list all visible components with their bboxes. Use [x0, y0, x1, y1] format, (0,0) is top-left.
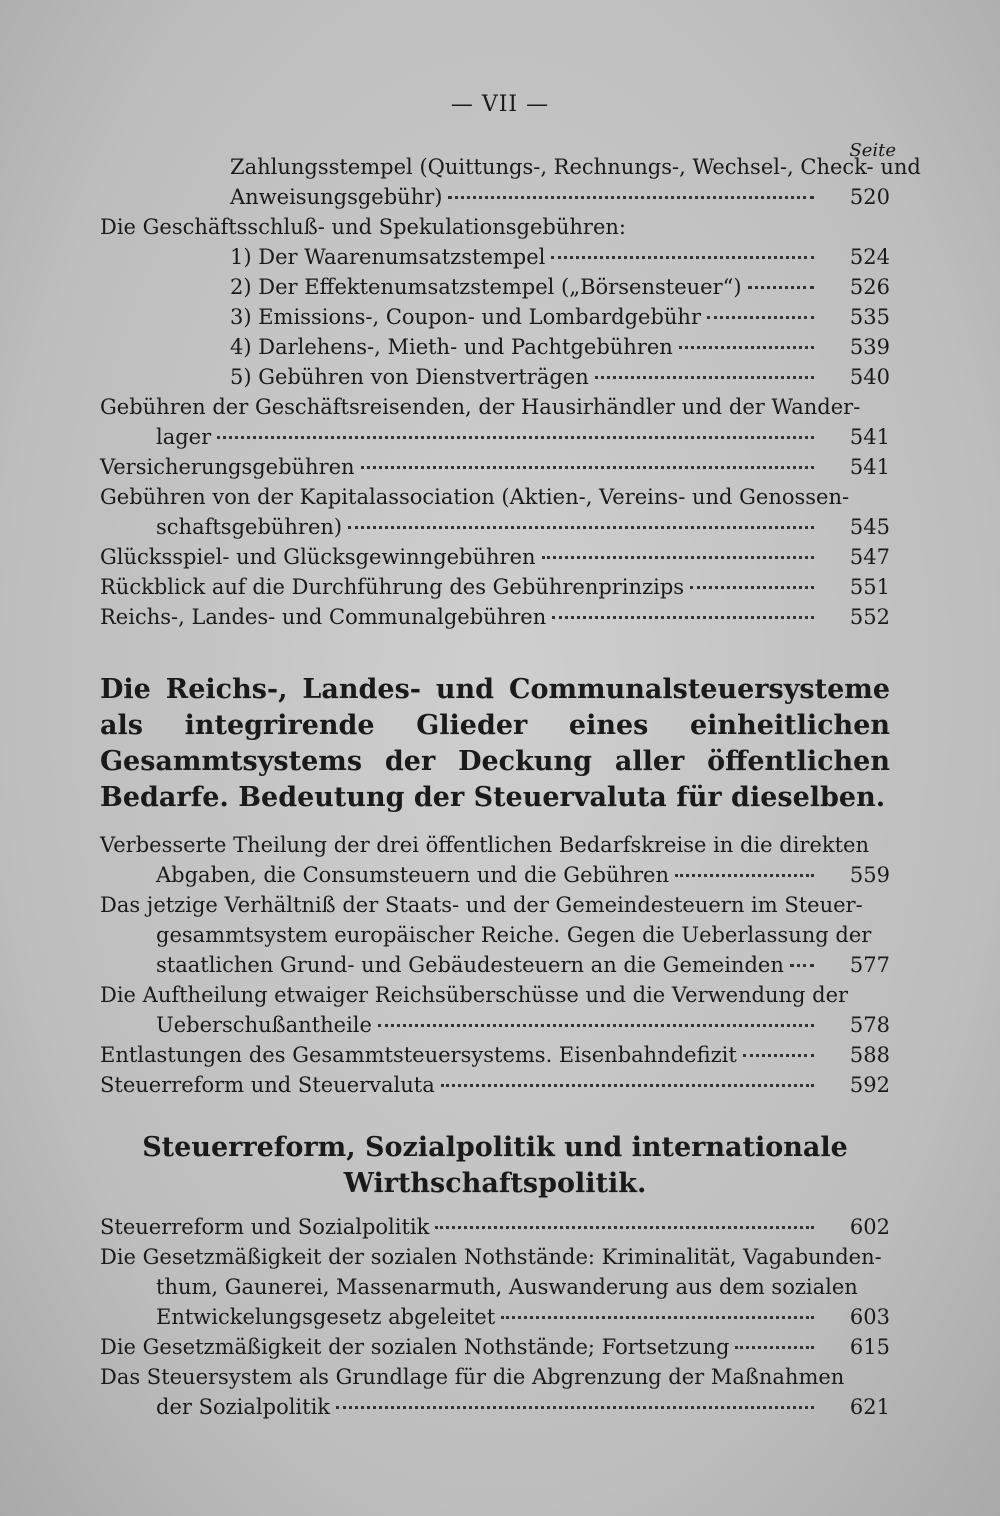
toc-entry-text: Entlastungen des Gesammtsteuersystems. Eisenbahndefizit — [100, 1043, 737, 1067]
toc-entry-text: Ueberschußantheile — [156, 1013, 372, 1037]
toc-page-number: 541 — [849, 425, 890, 449]
toc-entry — [100, 1040, 890, 1070]
toc-entry-text: schaftsgebühren) — [156, 515, 343, 539]
dot-leader — [448, 196, 814, 199]
dot-leader — [217, 436, 814, 439]
toc-entry-line: Gebühren der Geschäftsreisenden, der Hausirhändler und der Wander- — [100, 395, 861, 419]
toc-entry-line — [100, 1040, 820, 1070]
dot-leader — [690, 586, 814, 589]
toc-entry — [100, 1242, 890, 1332]
toc-entry-text: Steuerreform und Sozialpolitik — [100, 1215, 430, 1239]
toc-page-number: 524 — [849, 245, 890, 269]
toc-entry-text: Steuerreform und Steuervaluta — [100, 1073, 435, 1097]
toc-entry-text: Versicherungsgebühren — [100, 455, 355, 479]
dot-leader — [336, 1406, 814, 1409]
toc-entry-line — [100, 302, 820, 332]
toc-entry-text: 1) Der Waarenumsatzstempel — [230, 245, 546, 269]
toc-entry-line — [100, 1332, 820, 1362]
toc-entry — [100, 1332, 890, 1362]
toc-page-number: 520 — [849, 185, 890, 209]
toc-entry — [100, 362, 890, 392]
dot-leader — [748, 286, 814, 289]
toc-entry — [100, 890, 890, 980]
toc-entry-line — [100, 362, 820, 392]
toc-entry — [100, 542, 890, 572]
toc-entry-line — [100, 602, 820, 632]
toc-entry-line — [100, 1010, 820, 1040]
dot-leader — [552, 616, 814, 619]
dot-leader — [441, 1084, 814, 1087]
dot-leader — [675, 874, 814, 877]
dot-leader — [743, 1054, 814, 1057]
dot-leader — [595, 376, 814, 379]
toc-page-number: 535 — [849, 305, 890, 329]
toc-page-number: 551 — [849, 575, 890, 599]
toc-entry — [100, 602, 890, 632]
toc-entry-line: Die Geschäftsschluß- und Spekulationsgebühren: — [100, 215, 626, 239]
toc-entry-line: Gebühren von der Kapitalassociation (Aktien-, Vereins- und Genossen- — [100, 485, 850, 509]
dot-leader — [735, 1346, 814, 1349]
toc-entry-text: 3) Emissions-, Coupon- und Lombardgebühr — [230, 305, 701, 329]
toc-entry — [100, 272, 890, 302]
toc-entry — [100, 1362, 890, 1422]
dot-leader — [707, 316, 814, 319]
toc-entry-line — [100, 1212, 820, 1242]
toc-entry-line: Verbesserte Theilung der drei öffentlichen Bedarfskreise in die direkten — [100, 833, 870, 857]
toc-page-number: 547 — [849, 545, 890, 569]
toc-entry — [100, 152, 921, 212]
toc-entry-line: gesammtsystem europäischer Reiche. Gegen die Ueberlassung der — [156, 923, 872, 947]
toc-page-number: 621 — [849, 1395, 890, 1419]
toc-page-number: 540 — [849, 365, 890, 389]
toc-page-number: 552 — [849, 605, 890, 629]
toc-entry-text: Rückblick auf die Durchführung des Gebührenprinzips — [100, 575, 685, 599]
section-heading-2: Steuerreform, Sozialpolitik und internationale Wirthschaftspolitik. — [142, 1132, 848, 1199]
toc-entry-text: staatlichen Grund- und Gebäudesteuern an die Gemeinden — [156, 953, 784, 977]
toc-entry — [100, 452, 890, 482]
page-number: — VII — — [450, 92, 550, 117]
dot-leader — [361, 466, 814, 469]
toc-entry-line — [100, 542, 820, 572]
dot-leader — [435, 1226, 814, 1229]
toc-entry-line: Das jetzige Verhältniß der Staats- und der Gemeindesteuern im Steuer- — [100, 893, 863, 917]
toc-section-2 — [100, 830, 890, 1100]
toc-page-number: 539 — [849, 335, 890, 359]
toc-entry-text: lager — [156, 425, 212, 449]
section-heading-1: Die Reichs-, Landes- und Communalsteuersysteme als integrirende Glieder eines einheitlichen Gesammtsystems der Deckung aller öffentlichen Bedarfe. Bedeutung der Steuervaluta für dieselben. — [100, 674, 890, 813]
toc-entry-line — [100, 572, 820, 602]
toc-page-number: 602 — [849, 1215, 890, 1239]
toc-entry — [100, 830, 890, 890]
toc-section-3 — [100, 1212, 890, 1422]
dot-leader — [542, 556, 814, 559]
toc-entry-text: Abgaben, die Consumsteuern und die Gebühren — [156, 863, 669, 887]
toc-page-number: 559 — [849, 863, 890, 887]
dot-leader — [551, 256, 814, 259]
toc-entry-text: 4) Darlehens-, Mieth- und Pachtgebühren — [230, 335, 673, 359]
toc-entry — [100, 572, 890, 602]
toc-entry-line: Die Auftheilung etwaiger Reichsüberschüsse und die Verwendung der — [100, 983, 849, 1007]
toc-entry-line — [100, 182, 820, 212]
toc-entry-text: 2) Der Effektenumsatzstempel („Börsensteuer“) — [230, 275, 742, 299]
toc-entry-line — [100, 1392, 820, 1422]
toc-entry-line — [100, 860, 820, 890]
toc-entry-text: Glücksspiel- und Glücksgewinngebühren — [100, 545, 536, 569]
toc-entry-line — [100, 950, 820, 980]
toc-page-number: 588 — [849, 1043, 890, 1067]
dot-leader — [679, 346, 814, 349]
toc-entry — [100, 980, 890, 1040]
dot-leader — [378, 1024, 814, 1027]
toc-entry — [100, 1070, 890, 1100]
toc-entry-text: Entwickelungsgesetz abgeleitet — [156, 1305, 496, 1329]
toc-entry-line — [100, 332, 820, 362]
toc-entry — [100, 302, 890, 332]
toc-entry-text: Die Gesetzmäßigkeit der sozialen Nothstände; Fortsetzung — [100, 1335, 730, 1359]
dot-leader — [348, 526, 814, 529]
toc-entry-text: 5) Gebühren von Dienstverträgen — [230, 365, 589, 389]
toc-entry-line — [100, 272, 820, 302]
toc-entry-line — [100, 452, 820, 482]
dot-leader — [790, 964, 814, 967]
toc-entry-line: Das Steuersystem als Grundlage für die Abgrenzung der Maßnahmen — [100, 1365, 845, 1389]
seite-label: Seite — [849, 140, 896, 161]
toc-entry — [100, 392, 890, 452]
toc-page-number: 592 — [849, 1073, 890, 1097]
toc-entry-text: Anweisungsgebühr) — [230, 185, 443, 209]
toc-entry — [100, 1212, 890, 1242]
toc-entry-line — [100, 1070, 820, 1100]
toc-page-number: 577 — [849, 953, 890, 977]
toc-page-number: 541 — [849, 455, 890, 479]
toc-entry — [100, 332, 890, 362]
toc-page-number: 545 — [849, 515, 890, 539]
toc-page-number: 526 — [849, 275, 890, 299]
toc-section-1 — [100, 152, 921, 632]
toc-entry — [100, 482, 890, 542]
toc-entry — [100, 212, 890, 242]
toc-page-number: 603 — [849, 1305, 890, 1329]
toc-entry-line: Zahlungsstempel (Quittungs-, Rechnungs-, Wechsel-, Check- und — [230, 155, 921, 179]
toc-entry-line: Die Gesetzmäßigkeit der sozialen Nothstände: Kriminalität, Vagabunden- — [100, 1245, 882, 1269]
toc-page-number: 615 — [849, 1335, 890, 1359]
toc-entry-line: thum, Gaunerei, Massenarmuth, Auswanderung aus dem sozialen — [156, 1275, 858, 1299]
toc-entry-line — [100, 242, 820, 272]
toc-entry-text: Reichs-, Landes- und Communalgebühren — [100, 605, 547, 629]
toc-entry-text: der Sozialpolitik — [156, 1395, 331, 1419]
toc-entry-line — [100, 1302, 820, 1332]
toc-entry-line — [100, 512, 820, 542]
toc-entry-line — [100, 422, 820, 452]
toc-entry — [100, 242, 890, 272]
toc-page-number: 578 — [849, 1013, 890, 1037]
dot-leader — [501, 1316, 814, 1319]
